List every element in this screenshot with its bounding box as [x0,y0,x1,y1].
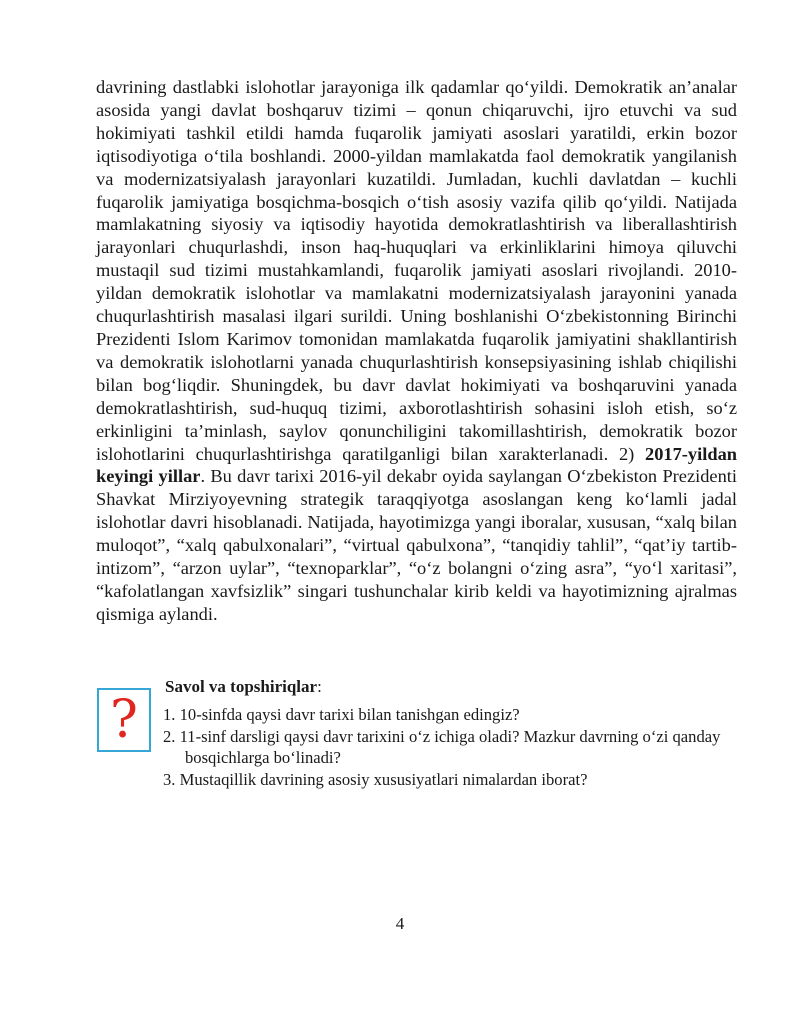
questions-list [163,704,743,790]
question-item: 3. Mustaqillik davrining asosiy xususiyatlari nimalardan iborat? [163,769,588,789]
body-paragraph [96,76,737,626]
paragraph-text-part-1: davrining dastlabki islohotlar jarayoniga ilk qadamlar qo‘yildi. Demokratik an’analar asosida yangi davlat boshqaruv tizimi – qonun chiqaruvchi, ijro etuvchi va sud hokimiyati tashkil etildi hamda fuqarolik jamiyati asoslari yaratildi, erkin bozor iqtisodiyotiga o‘tila boshlandi. 2000-yildan mamlakatda faol demokratik yangilanish va modernizatsiyalash jarayonlari kuzatildi. Jumladan, kuchli davlatdan – kuchli fuqarolik jamiyatiga bosqichma-bosqich o‘tish asosiy vazifa qilib qo‘yildi. Natijada mamlakatning siyosiy va iqtisodiy hayotida demokratlashtirish va liberallashtirish jarayonlari chuqurlashdi, inson haq-huquqlari va erkinliklarini himoya qiluvchi mustaqil sud tizimi mustahkamlandi, fuqarolik jamiyati asoslari rivojlandi. 2010-yildan demokratik islohotlar va mamlakatni modernizatsiyalash jarayonini yanada chuqurlashtirish masalasi ilgari surildi. Uning boshlanishi O‘zbekistonning Birinchi Prezidenti Islom Karimov tomonidan mamlakatda fuqarolik jamiyatini shakllantirish va demokratik islohotlarni yanada chuqurlashtirish konsepsiyasining ishlab chiqilishi bilan bog‘liqdir. Shuningdek, bu davr davlat hokimiyati va boshqaruvini yanada demokratlashtirish, sud-huquq tizimi, axborotlashtirish sohasini isloh etish, so‘z erkinligini ta’minlash, saylov qonunchiligini takomillashtirish, demokratik bozor islohotlarini chuqurlashtirishga qaratilganligi bilan xarakterlanadi. 2) [96,77,737,464]
questions-title: Savol va topshiriqlar [165,677,318,696]
bold-heading-inline: 2017-yildan keyingi yillar [96,443,737,487]
paragraph-text-part-2: . Bu davr tarixi 2016-yil dekabr oyida saylangan O‘zbekiston Prezidenti Shavkat Mirziyoyevning strategik taraqqiyotga asoslangan keng ko‘lamli jadal islohotlar davri hisoblanadi. Natijada, hayotimizga yangi iboralar, xususan, “xalq bilan muloqot”, “xalq qabulxonalari”, “virtual qabulxona”, “tanqidiy tahlil”, “qat’iy tartib-intizom”, “arzon uylar”, “texnoparklar”, “o‘z bolangni o‘zing asra”, “yo‘l xaritasi”, “kafolatlangan xavfsizlik” singari tushunchalar kirib keldi va hayotimizning ajralmas qismiga aylandi. [96,466,738,624]
question-mark-icon: ? [110,690,138,750]
questions-title-colon: : [317,677,322,696]
questions-heading [165,676,322,698]
question-item: 2. 11-sinf darsligi qaysi davr tarixini o‘z ichiga oladi? Mazkur davrning o‘zi qanday bosqichlarga bo‘linadi? [163,726,721,767]
question-item: 1. 10-sinfda qaysi davr tarixi bilan tanishgan edingiz? [163,705,520,724]
page-number: 4 [395,914,405,933]
question-box [97,688,151,752]
